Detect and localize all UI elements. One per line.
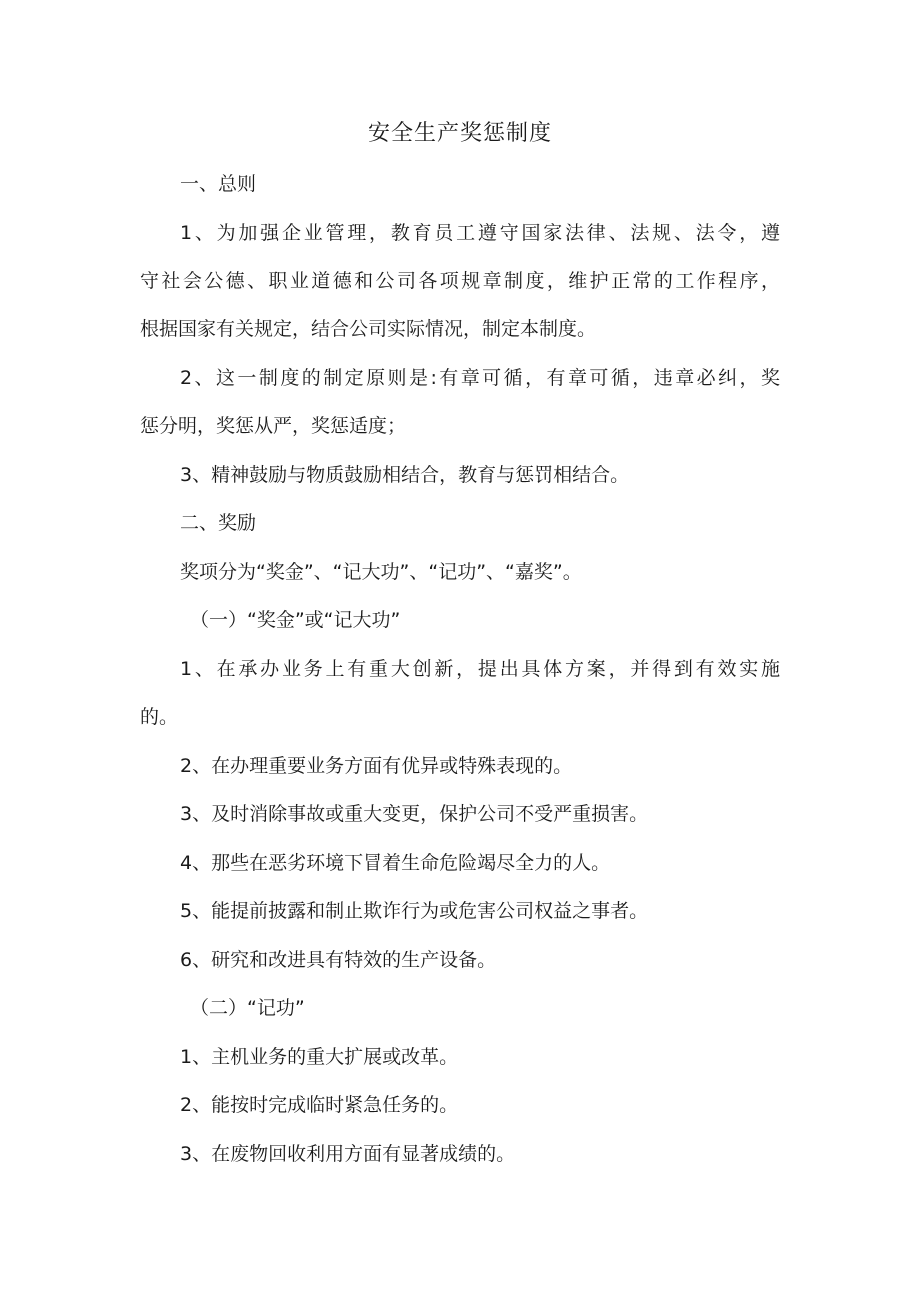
list-item: 2、能按时完成临时紧急任务的。 bbox=[180, 1094, 459, 1116]
list-item: 3、在废物回收利用方面有显著成绩的。 bbox=[180, 1143, 516, 1165]
list-item: 3、及时消除事故或重大变更，保护公司不受严重损害。 bbox=[180, 803, 649, 825]
paragraph-line: 1、为加强企业管理，教育员工遵守国家法律、法规、法令，遵 bbox=[180, 222, 780, 244]
list-item: 5、能提前披露和制止欺诈行为或危害公司权益之事者。 bbox=[180, 900, 649, 922]
paragraph-line: 3、精神鼓励与物质鼓励相结合，教育与惩罚相结合。 bbox=[180, 464, 630, 486]
paragraph-line: 2、这一制度的制定原则是:有章可循，有章可循，违章必纠，奖 bbox=[180, 367, 780, 389]
paragraph-line: 惩分明，奖惩从严，奖惩适度； bbox=[140, 415, 407, 437]
section-heading-rewards: 二、奖励 bbox=[180, 512, 257, 534]
list-item: 2、在办理重要业务方面有优异或特殊表现的。 bbox=[180, 755, 573, 777]
paragraph-line: 奖项分为“奖金”、“记大功”、“记功”、“嘉奖”。 bbox=[180, 561, 582, 583]
subsection-heading: （二）“记功” bbox=[190, 997, 305, 1019]
list-item-continuation: 的。 bbox=[140, 706, 179, 728]
list-item: 4、那些在恶劣环境下冒着生命危险竭尽全力的人。 bbox=[180, 852, 611, 874]
subsection-heading: （一）“奖金”或“记大功” bbox=[190, 609, 401, 631]
list-item: 6、研究和改进具有特效的生产设备。 bbox=[180, 949, 497, 971]
list-item: 1、主机业务的重大扩展或改革。 bbox=[180, 1046, 459, 1068]
paragraph-line: 根据国家有关规定，结合公司实际情况，制定本制度。 bbox=[140, 318, 597, 340]
paragraph-line: 守社会公德、职业道德和公司各项规章制度，维护正常的工作程序， bbox=[140, 270, 780, 292]
section-heading-general: 一、总则 bbox=[180, 173, 257, 195]
document-title: 安全生产奖惩制度 bbox=[367, 121, 552, 146]
list-item: 1、在承办业务上有重大创新，提出具体方案，并得到有效实施 bbox=[180, 658, 780, 680]
